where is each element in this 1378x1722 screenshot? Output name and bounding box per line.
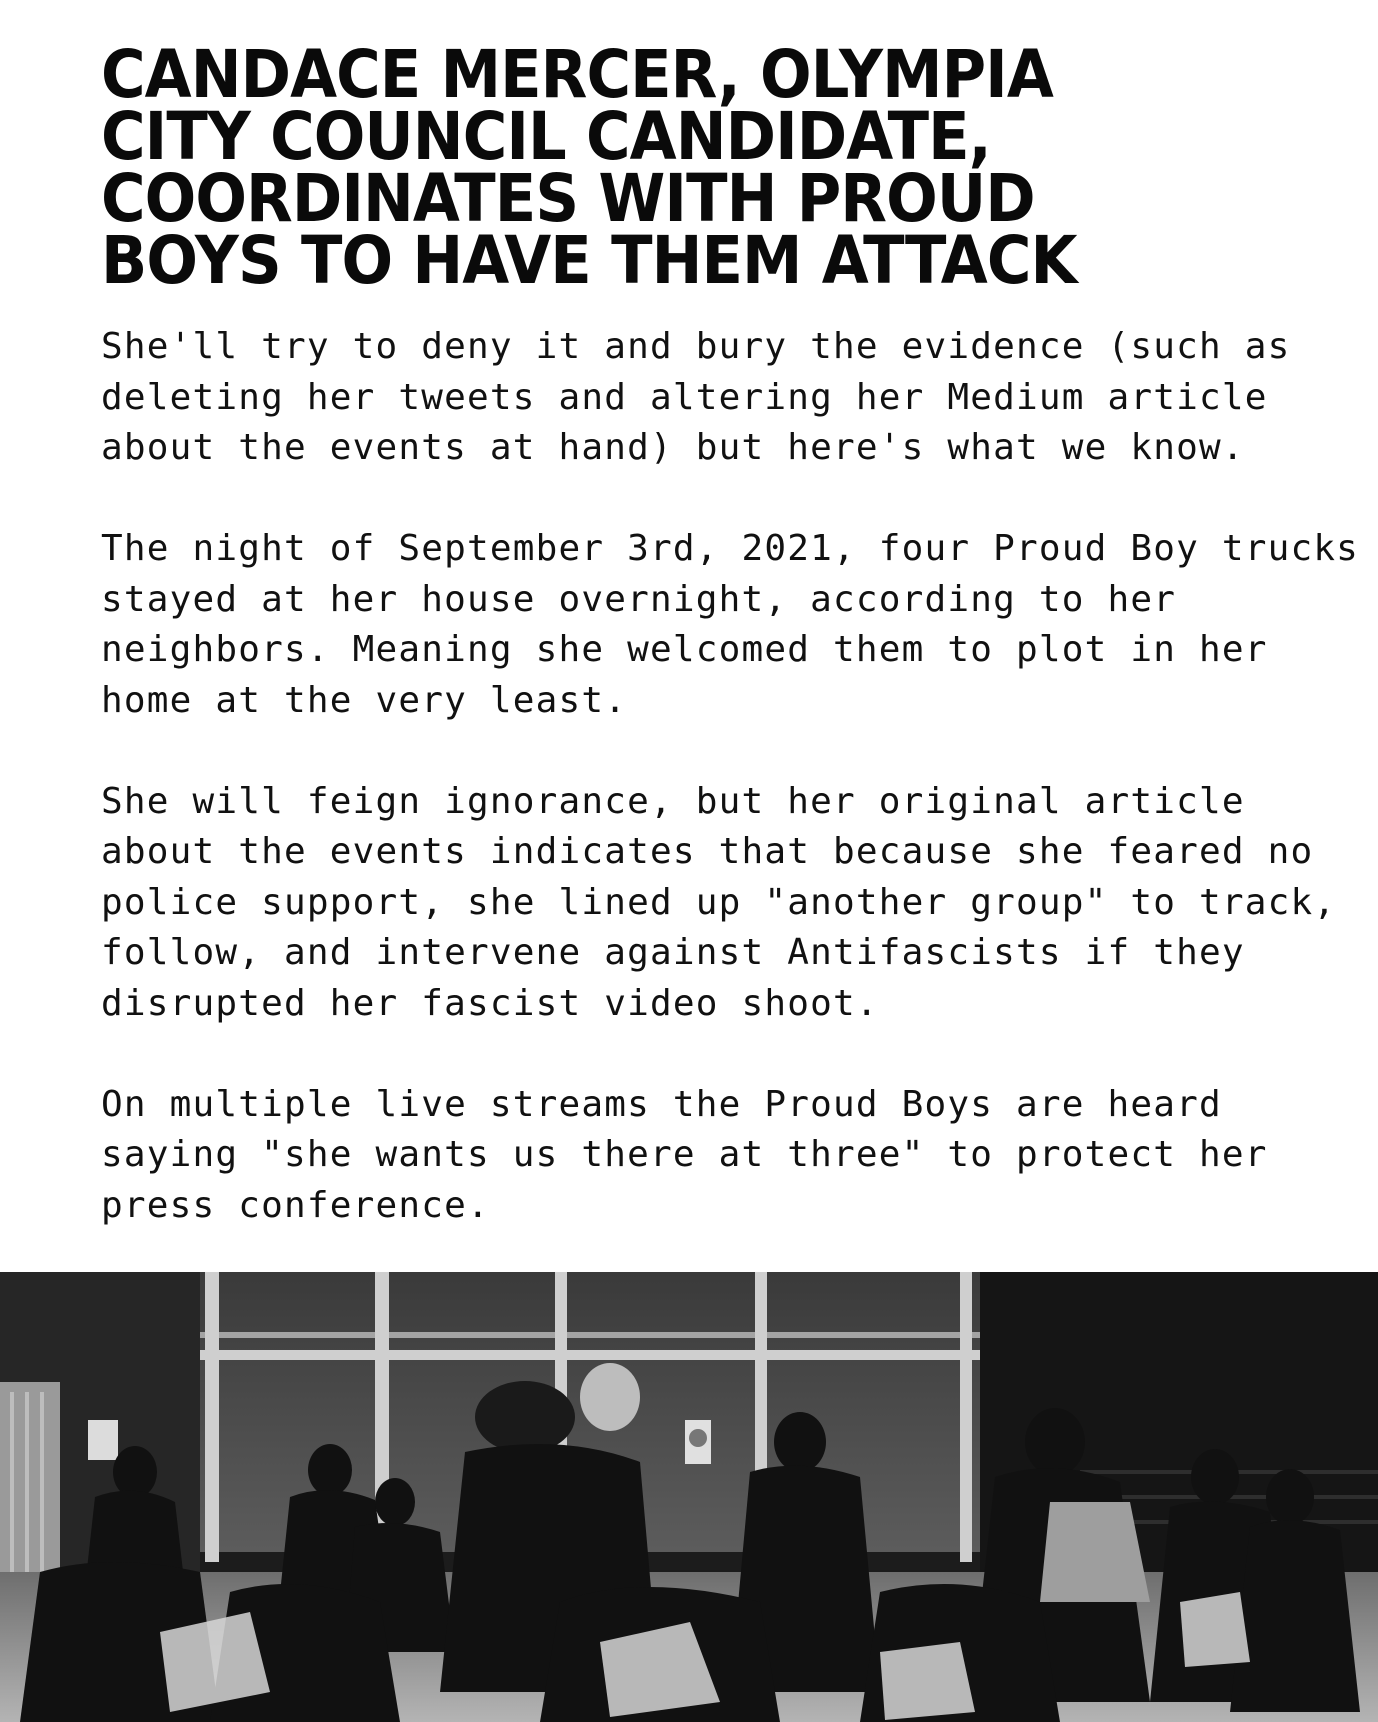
paragraph-4	[101, 1080, 1371, 1232]
paragraph-line: home at the very least.	[101, 679, 628, 721]
paragraph-line: The night of September 3rd, 2021, four Proud Boy trucks	[101, 528, 1360, 569]
paragraph-line: press conference.	[101, 1184, 490, 1226]
paragraph-line: stayed at her house overnight, according to her	[101, 578, 1177, 620]
headline-line-3: COORDINATES WITH PROUD	[101, 160, 1035, 237]
paragraph-line: She'll try to deny it and bury the evidence (such as	[101, 326, 1291, 367]
paragraph-line: police support, she lined up "another group" to track,	[101, 881, 1337, 923]
paragraph-3	[101, 777, 1371, 1030]
crowd-photo-illustration	[0, 1272, 1378, 1722]
paragraph-2	[101, 524, 1371, 726]
paragraph-line: On multiple live streams the Proud Boys are heard	[101, 1083, 1222, 1125]
paragraph-line: disrupted her fascist video shoot.	[101, 982, 879, 1024]
crowd-photo	[0, 1272, 1378, 1722]
headline	[101, 36, 1223, 299]
paragraph-line: She will feign ignorance, but her original article	[101, 780, 1245, 822]
paragraph-line: saying "she wants us there at three" to protect her	[101, 1134, 1268, 1175]
headline-line-2: CITY COUNCIL CANDIDATE,	[101, 98, 991, 175]
paragraph-1	[101, 322, 1371, 474]
paragraph-line: deleting her tweets and altering her Medium article	[101, 376, 1268, 418]
headline-line-1: CANDACE MERCER, OLYMPIA	[101, 36, 1053, 113]
paragraph-line: neighbors. Meaning she welcomed them to plot in her	[101, 629, 1268, 670]
article-body	[101, 322, 1371, 1282]
paragraph-line: about the events at hand) but here's what we know.	[101, 427, 1245, 468]
paragraph-line: follow, and intervene against Antifascists if they	[101, 932, 1245, 973]
paragraph-line: about the events indicates that because she feared no	[101, 831, 1314, 872]
headline-line-4: BOYS TO HAVE THEM ATTACK	[101, 222, 1077, 299]
